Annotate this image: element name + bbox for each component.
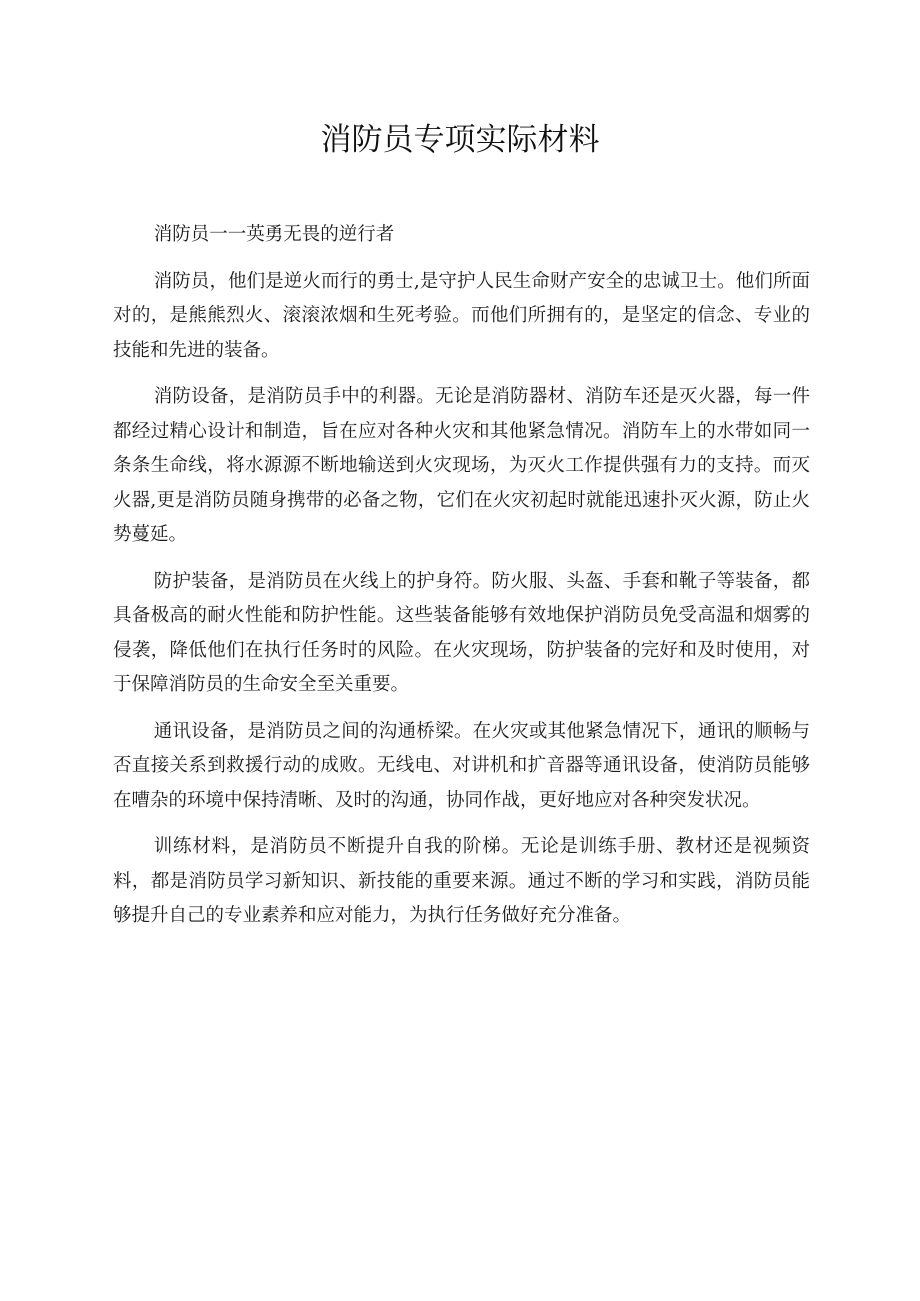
document-title: 消防员专项实际材料 — [320, 122, 600, 158]
paragraph-training: 训练材料，是消防员不断提升自我的阶梯。无论是训练手册、教材还是视频资料，都是消防员学习新知识、新技能的重要来源。通过不断的学习和实践，消防员能够提升自己的专业素养和应对能力，为执行任务做好充分准备。 — [113, 836, 810, 926]
paragraph-intro: 消防员，他们是逆火而行的勇士,是守护人民生命财产安全的忠诚卫士。他们所面对的，是熊熊烈火、滚滚浓烟和生死考验。而他们所拥有的，是坚定的信念、专业的技能和先进的装备。 — [113, 270, 810, 361]
paragraph-communication: 通讯设备，是消防员之间的沟通桥梁。在火灾或其他紧急情况下，通讯的顺畅与否直接关系到救援行动的成败。无线电、对讲机和扩音器等通讯设备，使消防员能够在嘈杂的环境中保持清晰、及时的沟通，协同作战，更好地应对各种突发状况。 — [113, 720, 810, 811]
document-subtitle: 消防员一一英勇无畏的逆行者 — [153, 224, 395, 245]
document-body — [113, 218, 810, 946]
paragraph-fire-equipment: 消防设备，是消防员手中的利器。无论是消防器材、消防车还是灭火器，每一件都经过精心设计和制造，旨在应对各种火灾和其他紧急情况。消防车上的水带如同一条条生命线，将水源源不断地输送到火灾现场，为灭火工作提供强有力的支持。而灭火器,更是消防员随身携带的必备之物，它们在火灾初起时就能迅速扑灭火源，防止火势蔓延。 — [113, 386, 810, 545]
paragraph-protective-gear: 防护装备，是消防员在火线上的护身符。防火服、头盔、手套和靴子等装备，都具备极高的耐火性能和防护性能。这些装备能够有效地保护消防员免受高温和烟雾的侵袭，降低他们在执行任务时的风险。在火灾现场，防护装备的完好和及时使用，对于保障消防员的生命安全至关重要。 — [113, 570, 810, 695]
